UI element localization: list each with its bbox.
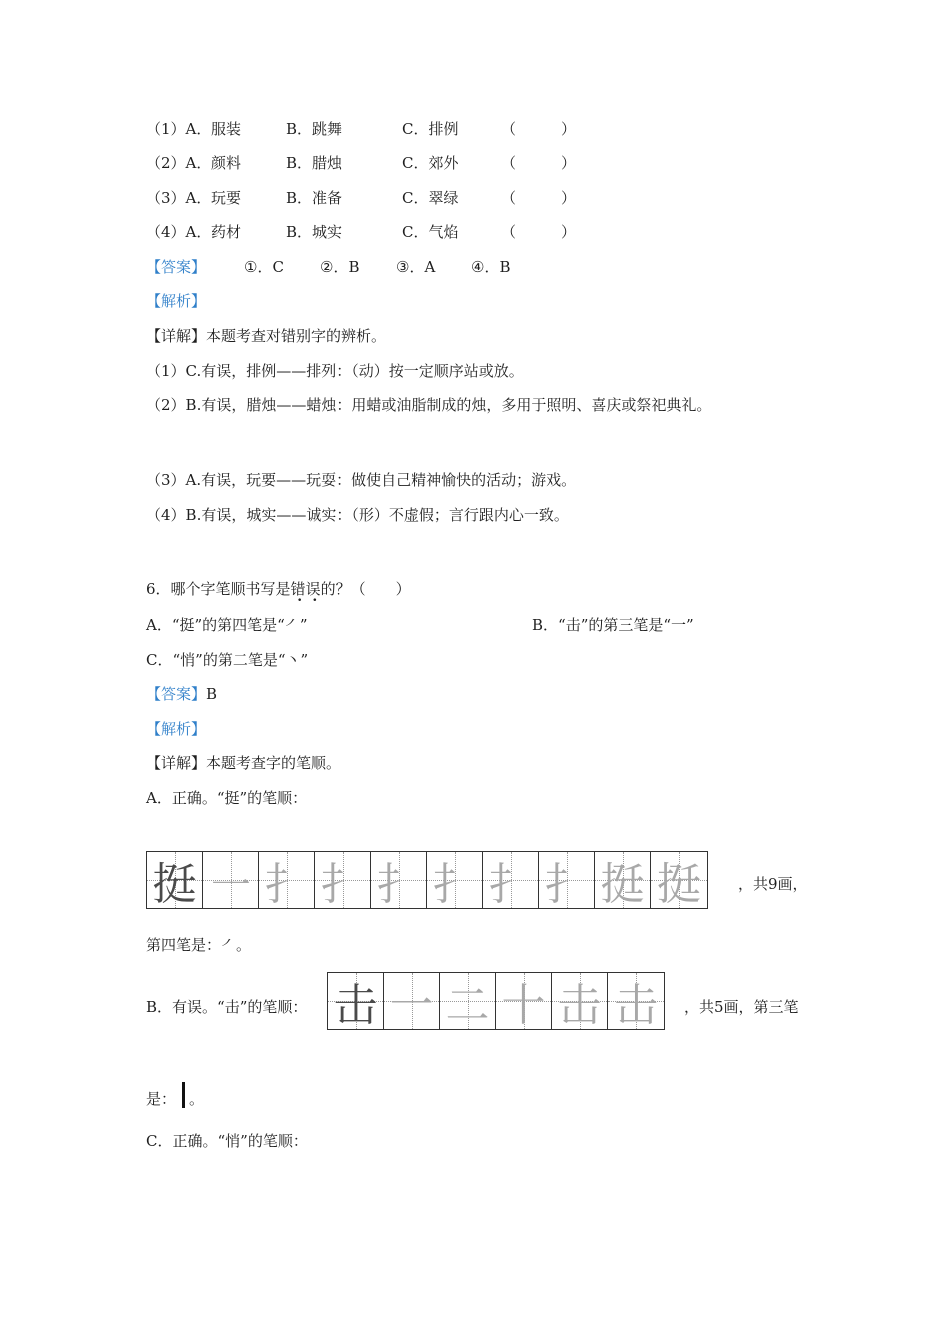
vertical-stroke-icon	[182, 1082, 185, 1108]
q5-detail: 【详解】本题考查对错别字的辨析。	[146, 327, 387, 345]
q6-option-a: A．“挺”的第四笔是“㇒”	[146, 616, 308, 634]
ting-stroke-cell: 挺	[651, 852, 707, 908]
q5-option-a: 服装	[211, 120, 242, 138]
q5-row-num: （3）A．	[146, 189, 212, 207]
q6-c-intro: C．正确。“悄”的笔顺：	[146, 1132, 308, 1150]
q5-option-b: B．城实	[286, 223, 343, 241]
q5-row-num: （4）A．	[146, 223, 212, 241]
ting-stroke-order-grid	[146, 851, 708, 909]
q5-row-num: （2）A．	[146, 154, 212, 172]
ji-stroke-cell: 击	[328, 973, 384, 1029]
q5-answer-blank: （ ）	[501, 189, 577, 207]
ji-stroke-order-grid	[327, 972, 665, 1030]
q5-answer-blank: （ ）	[501, 120, 577, 138]
emphasis-char: 误	[305, 580, 321, 598]
q6-a-intro: A．正确。“挺”的笔顺：	[146, 789, 308, 807]
q5-answer-2: ②．B	[320, 258, 360, 276]
ting-stroke-cell: 挺	[595, 852, 651, 908]
q6-detail: 【详解】本题考查字的笔顺。	[146, 754, 342, 772]
q5-answer-3: ③．A	[396, 258, 436, 276]
ting-stroke-cell: 扌	[483, 852, 539, 908]
q6-b-intro: B．有误。“击”的笔顺：	[146, 998, 308, 1016]
ji-stroke-cell: 击	[608, 973, 664, 1029]
ji-third-stroke: 是： 。	[146, 1082, 204, 1109]
ting-stroke-cell: 扌	[259, 852, 315, 908]
q5-explanation-3: （3）A.有误，玩要——玩耍：做使自己精神愉快的活动；游戏。	[146, 471, 577, 489]
q5-answer-1: ①．C	[244, 258, 284, 276]
q5-analysis-label: 【解析】	[146, 292, 207, 310]
q5-option-a: 玩要	[211, 189, 242, 207]
ting-fourth-stroke: 第四笔是：㇒。	[146, 936, 252, 954]
ting-stroke-cell: 扌	[539, 852, 595, 908]
q5-option-a: 药材	[211, 223, 242, 241]
q5-option-b: B．准备	[286, 189, 343, 207]
q5-explanation-4: （4）B.有误，城实——诚实：（形）不虚假；言行跟内心一致。	[146, 506, 569, 524]
ting-total: ，共9画，	[738, 875, 808, 893]
ting-stroke-cell: 挺	[147, 852, 203, 908]
q6-option-c: C．“悄”的第二笔是“丶”	[146, 651, 309, 669]
ji-stroke-cell: 一	[384, 973, 440, 1029]
q5-option-c: C．郊外	[402, 154, 459, 172]
ting-stroke-cell: 扌	[371, 852, 427, 908]
q5-explanation-1: （1）C.有误，排例——排列：（动）按一定顺序站或放。	[146, 362, 524, 380]
q5-option-b: B．跳舞	[286, 120, 343, 138]
q5-answer-blank: （ ）	[501, 154, 577, 172]
ting-stroke-cell: ㇐	[203, 852, 259, 908]
emphasis-char: 错	[290, 580, 306, 598]
ji-stroke-cell: 二	[440, 973, 496, 1029]
q5-row-num: （1）A．	[146, 120, 212, 138]
ji-stroke-cell: 击	[552, 973, 608, 1029]
q5-answer-blank: （ ）	[501, 223, 577, 241]
q6-analysis-label: 【解析】	[146, 720, 207, 738]
q6-stem: 6．哪个字笔顺书写是错误的？（ ）	[146, 580, 411, 598]
q5-explanation-2: （2）B.有误，腊烛——蜡烛：用蜡或油脂制成的烛，多用于照明、喜庆或祭祀典礼。	[146, 396, 712, 414]
ji-stroke-cell: 十	[496, 973, 552, 1029]
q6-stem-emphasis	[291, 580, 321, 598]
q6-option-b: B．“击”的第三笔是“一”	[532, 616, 694, 634]
q6-answer: 【答案】B	[146, 685, 218, 703]
q5-answer-label: 【答案】	[146, 258, 207, 276]
q5-option-a: 颜料	[211, 154, 242, 172]
ting-stroke-cell: 扌	[315, 852, 371, 908]
ji-total: ，共5画，第三笔	[684, 998, 799, 1016]
q5-option-c: C．排例	[402, 120, 459, 138]
q5-option-c: C．气焰	[402, 223, 459, 241]
q5-option-c: C．翠绿	[402, 189, 459, 207]
q5-answer-4: ④．B	[471, 258, 511, 276]
ting-stroke-cell: 扌	[427, 852, 483, 908]
q5-option-b: B．腊烛	[286, 154, 343, 172]
